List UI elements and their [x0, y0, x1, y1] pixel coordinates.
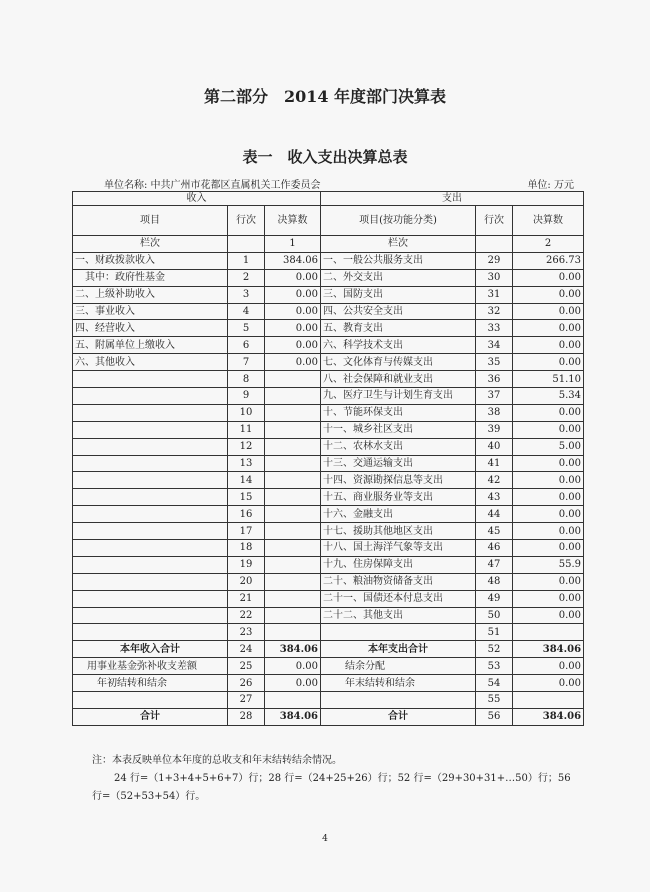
- income-item: [73, 371, 228, 388]
- summary-row: [73, 641, 584, 658]
- income-line-no: 8: [228, 371, 265, 388]
- table-row: [73, 354, 584, 371]
- income-line-no: 21: [228, 590, 265, 607]
- notes: [92, 752, 572, 806]
- expense-amount: 0.00: [513, 658, 584, 675]
- summary-row: [73, 675, 584, 692]
- expense-item: 二十二、其他支出: [321, 607, 476, 624]
- expense-amount: 5.34: [513, 388, 584, 405]
- expense-item: 十三、交通运输支出: [321, 455, 476, 472]
- note-line-2: 24 行=（1+3+4+5+6+7）行；28 行=（24+25+26）行；52 行=（29+30+31+…50）行；56: [114, 773, 571, 784]
- lanci-right-num: 2: [513, 236, 584, 253]
- expense-item: 七、文化体育与传媒支出: [321, 354, 476, 371]
- income-amount: [265, 692, 321, 709]
- expense-item: 十、节能环保支出: [321, 404, 476, 421]
- expense-amount: 0.00: [513, 320, 584, 337]
- col-item-func: 项目(按功能分类): [321, 206, 476, 236]
- expense-amount: 384.06: [513, 641, 584, 658]
- expense-amount: [513, 692, 584, 709]
- expense-line-no: 38: [476, 404, 513, 421]
- expense-amount: 0.00: [513, 337, 584, 354]
- income-item: [73, 438, 228, 455]
- table-row: [73, 590, 584, 607]
- income-line-no: 5: [228, 320, 265, 337]
- expense-amount: 5.00: [513, 438, 584, 455]
- income-amount: 384.06: [265, 252, 321, 269]
- income-amount: [265, 523, 321, 540]
- income-item: [73, 455, 228, 472]
- income-line-no: 19: [228, 556, 265, 573]
- lanci-left: 栏次: [73, 236, 228, 253]
- income-amount: [265, 573, 321, 590]
- expense-amount: 0.00: [513, 607, 584, 624]
- table-row: [73, 303, 584, 320]
- income-amount: [265, 404, 321, 421]
- income-line-no: 20: [228, 573, 265, 590]
- expense-item: 十一、城乡社区支出: [321, 421, 476, 438]
- expense-amount: 0.00: [513, 303, 584, 320]
- income-amount: [265, 540, 321, 557]
- table-row: [73, 573, 584, 590]
- expense-amount: 0.00: [513, 523, 584, 540]
- expense-line-no: 36: [476, 371, 513, 388]
- note-line-3: 行=（52+53+54）行。: [92, 791, 206, 802]
- income-item: [73, 404, 228, 421]
- expense-item: 十六、金融支出: [321, 506, 476, 523]
- expense-line-no: 35: [476, 354, 513, 371]
- expense-item: 八、社会保障和就业支出: [321, 371, 476, 388]
- expense-line-no: 29: [476, 252, 513, 269]
- summary-row: [73, 708, 584, 725]
- income-item: [73, 388, 228, 405]
- expense-line-no: 31: [476, 286, 513, 303]
- income-amount: [265, 489, 321, 506]
- income-amount: [265, 472, 321, 489]
- expense-item: 六、科学技术支出: [321, 337, 476, 354]
- table-row: [73, 472, 584, 489]
- table-row: [73, 624, 584, 641]
- expense-line-no: 49: [476, 590, 513, 607]
- expense-line-no: 42: [476, 472, 513, 489]
- income-amount: 0.00: [265, 337, 321, 354]
- col-item: 项目: [73, 206, 228, 236]
- expense-line-no: 41: [476, 455, 513, 472]
- income-line-no: 12: [228, 438, 265, 455]
- income-item: 六、其他收入: [73, 354, 228, 371]
- expense-line-no: 51: [476, 624, 513, 641]
- expense-item: 合计: [321, 708, 476, 725]
- income-item: [73, 540, 228, 557]
- expense-line-no: 33: [476, 320, 513, 337]
- income-item: [73, 573, 228, 590]
- table-row: [73, 455, 584, 472]
- income-item: 五、附属单位上缴收入: [73, 337, 228, 354]
- table-row: [73, 337, 584, 354]
- expense-line-no: 43: [476, 489, 513, 506]
- expense-line-no: 48: [476, 573, 513, 590]
- income-line-no: 26: [228, 675, 265, 692]
- income-line-no: 24: [228, 641, 265, 658]
- expense-line-no: 50: [476, 607, 513, 624]
- expense-amount: 0.00: [513, 286, 584, 303]
- col-amount2: 决算数: [513, 206, 584, 236]
- expense-amount: 0.00: [513, 590, 584, 607]
- expense-item: 十四、资源勘探信息等支出: [321, 472, 476, 489]
- expense-item: 年末结转和结余: [321, 675, 476, 692]
- income-amount: [265, 438, 321, 455]
- part-title: 第二部分 2014 年度部门决算表: [203, 87, 447, 106]
- income-amount: [265, 421, 321, 438]
- expense-amount: 51.10: [513, 371, 584, 388]
- income-item: 年初结转和结余: [73, 675, 228, 692]
- lanci-row: [73, 236, 584, 253]
- expense-line-no: 34: [476, 337, 513, 354]
- income-item: [73, 624, 228, 641]
- expense-amount: 0.00: [513, 540, 584, 557]
- expense-item: 十二、农林水支出: [321, 438, 476, 455]
- income-amount: 0.00: [265, 675, 321, 692]
- expense-item: 十九、住房保障支出: [321, 556, 476, 573]
- table-row: [73, 286, 584, 303]
- income-item: 一、财政拨款收入: [73, 252, 228, 269]
- income-item: [73, 506, 228, 523]
- lanci-right: 栏次: [321, 236, 476, 253]
- expense-line-no: 32: [476, 303, 513, 320]
- income-line-no: 16: [228, 506, 265, 523]
- income-amount: 384.06: [265, 641, 321, 658]
- expense-item: 四、公共安全支出: [321, 303, 476, 320]
- expense-item: 十五、商业服务业等支出: [321, 489, 476, 506]
- income-line-no: 3: [228, 286, 265, 303]
- income-amount: [265, 455, 321, 472]
- expense-amount: 0.00: [513, 506, 584, 523]
- income-line-no: 25: [228, 658, 265, 675]
- income-line-no: 9: [228, 388, 265, 405]
- income-amount: 0.00: [265, 320, 321, 337]
- expense-item: 十八、国土海洋气象等支出: [321, 540, 476, 557]
- income-line-no: 4: [228, 303, 265, 320]
- table-title: 表一 收入支出决算总表: [242, 148, 408, 166]
- table-row: [73, 269, 584, 286]
- expense-amount: 384.06: [513, 708, 584, 725]
- expense-amount: [513, 624, 584, 641]
- table-row: [73, 371, 584, 388]
- expense-item: 本年支出合计: [321, 641, 476, 658]
- expense-line-no: 54: [476, 675, 513, 692]
- summary-row: [73, 658, 584, 675]
- expense-amount: 0.00: [513, 675, 584, 692]
- income-amount: [265, 607, 321, 624]
- expense-line-no: 39: [476, 421, 513, 438]
- income-item: 本年收入合计: [73, 641, 228, 658]
- expense-line-no: 44: [476, 506, 513, 523]
- expense-line-no: 56: [476, 708, 513, 725]
- col-line: 行次: [228, 206, 265, 236]
- income-item: 二、上级补助收入: [73, 286, 228, 303]
- expense-amount: 0.00: [513, 354, 584, 371]
- income-item: [73, 489, 228, 506]
- income-item: [73, 692, 228, 709]
- income-item: 用事业基金弥补收支差额: [73, 658, 228, 675]
- income-item: 四、经营收入: [73, 320, 228, 337]
- income-amount: [265, 388, 321, 405]
- org-name: 单位名称: 中共广州市花都区直属机关工作委员会: [104, 180, 321, 191]
- income-amount: [265, 506, 321, 523]
- header-row-columns: [73, 206, 584, 236]
- income-item: [73, 607, 228, 624]
- expense-item: 九、医疗卫生与计划生育支出: [321, 388, 476, 405]
- income-item: [73, 472, 228, 489]
- income-line-no: 23: [228, 624, 265, 641]
- col-line2: 行次: [476, 206, 513, 236]
- income-line-no: 7: [228, 354, 265, 371]
- col-amount: 决算数: [265, 206, 321, 236]
- income-header: 收入: [73, 192, 321, 206]
- expense-amount: 0.00: [513, 573, 584, 590]
- expense-item: [321, 624, 476, 641]
- income-line-no: 2: [228, 269, 265, 286]
- income-line-no: 14: [228, 472, 265, 489]
- currency-unit: 单位: 万元: [527, 180, 574, 191]
- income-item: [73, 523, 228, 540]
- income-item: [73, 590, 228, 607]
- page-number: 4: [322, 834, 328, 844]
- expense-line-no: 53: [476, 658, 513, 675]
- table-row: [73, 540, 584, 557]
- income-amount: [265, 556, 321, 573]
- income-item: 三、事业收入: [73, 303, 228, 320]
- expense-item: 十七、援助其他地区支出: [321, 523, 476, 540]
- income-item: 合计: [73, 708, 228, 725]
- expense-line-no: 37: [476, 388, 513, 405]
- expense-amount: 0.00: [513, 421, 584, 438]
- income-amount: 0.00: [265, 303, 321, 320]
- expense-item: 二十、粮油物资储备支出: [321, 573, 476, 590]
- income-expense-table: [72, 191, 584, 726]
- expense-item: 结余分配: [321, 658, 476, 675]
- expense-amount: 0.00: [513, 269, 584, 286]
- income-amount: 0.00: [265, 286, 321, 303]
- income-line-no: 22: [228, 607, 265, 624]
- income-line-no: 15: [228, 489, 265, 506]
- expense-line-no: 52: [476, 641, 513, 658]
- summary-row: [73, 692, 584, 709]
- table-row: [73, 523, 584, 540]
- table-row: [73, 252, 584, 269]
- income-line-no: 27: [228, 692, 265, 709]
- income-amount: 0.00: [265, 354, 321, 371]
- expense-item: [321, 692, 476, 709]
- income-item: [73, 556, 228, 573]
- table-row: [73, 438, 584, 455]
- table-row: [73, 556, 584, 573]
- table-row: [73, 421, 584, 438]
- income-item: 其中：政府性基金: [73, 269, 228, 286]
- expense-amount: 0.00: [513, 455, 584, 472]
- expense-header: 支出: [321, 192, 584, 206]
- lanci-left-num: 1: [265, 236, 321, 253]
- income-amount: [265, 624, 321, 641]
- table-row: [73, 404, 584, 421]
- expense-item: 三、国防支出: [321, 286, 476, 303]
- table-row: [73, 489, 584, 506]
- table-row: [73, 320, 584, 337]
- expense-item: 二、外交支出: [321, 269, 476, 286]
- expense-item: 一、一般公共服务支出: [321, 252, 476, 269]
- income-line-no: 1: [228, 252, 265, 269]
- income-line-no: 6: [228, 337, 265, 354]
- income-line-no: 11: [228, 421, 265, 438]
- income-amount: [265, 590, 321, 607]
- table-row: [73, 388, 584, 405]
- expense-line-no: 30: [476, 269, 513, 286]
- expense-line-no: 55: [476, 692, 513, 709]
- income-line-no: 17: [228, 523, 265, 540]
- income-line-no: 18: [228, 540, 265, 557]
- expense-amount: 0.00: [513, 489, 584, 506]
- income-line-no: 13: [228, 455, 265, 472]
- expense-amount: 0.00: [513, 404, 584, 421]
- note-line-1: 注：本表反映单位本年度的总收支和年末结转结余情况。: [92, 755, 342, 766]
- expense-amount: 0.00: [513, 472, 584, 489]
- income-amount: [265, 371, 321, 388]
- table-row: [73, 506, 584, 523]
- expense-amount: 266.73: [513, 252, 584, 269]
- expense-line-no: 47: [476, 556, 513, 573]
- income-item: [73, 421, 228, 438]
- expense-line-no: 40: [476, 438, 513, 455]
- income-line-no: 10: [228, 404, 265, 421]
- income-amount: 0.00: [265, 658, 321, 675]
- expense-line-no: 45: [476, 523, 513, 540]
- expense-item: 五、教育支出: [321, 320, 476, 337]
- expense-amount: 55.9: [513, 556, 584, 573]
- income-amount: 0.00: [265, 269, 321, 286]
- income-line-no: 28: [228, 708, 265, 725]
- unit-line: [104, 176, 574, 191]
- header-row-sections: [73, 192, 584, 206]
- table-row: [73, 607, 584, 624]
- expense-line-no: 46: [476, 540, 513, 557]
- income-amount: 384.06: [265, 708, 321, 725]
- expense-item: 二十一、国债还本付息支出: [321, 590, 476, 607]
